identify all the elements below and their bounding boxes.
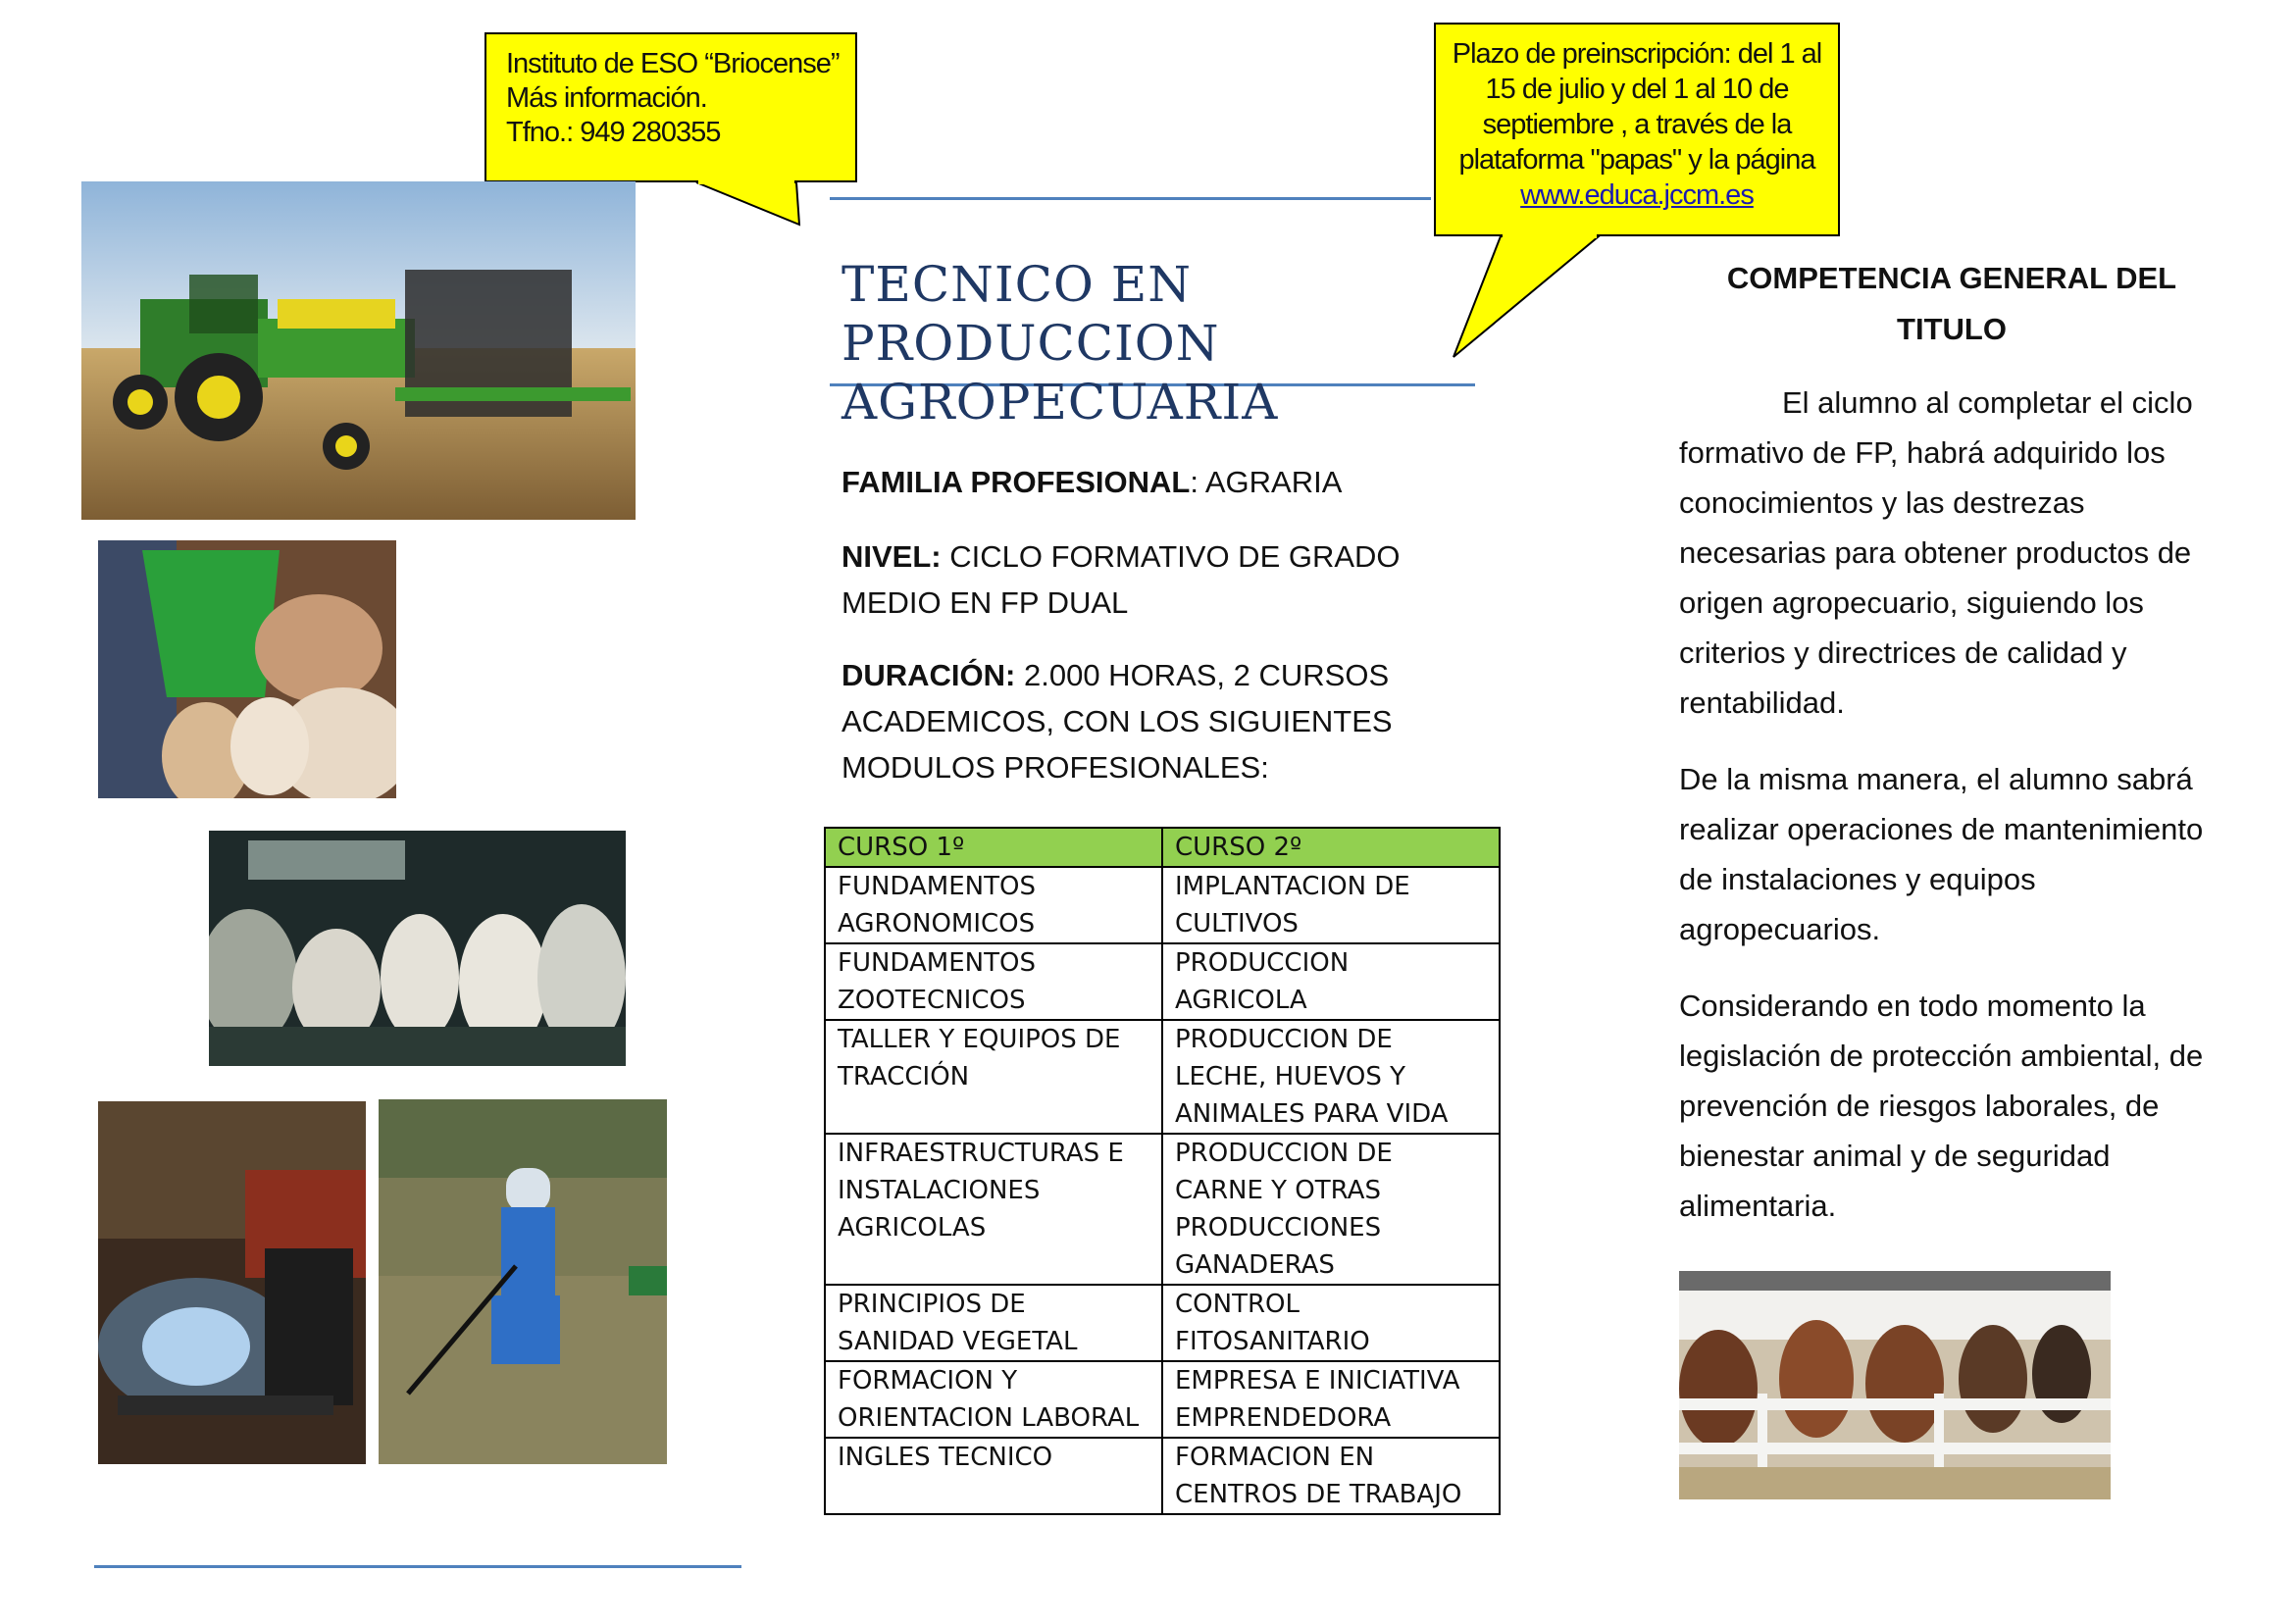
table-cell: PRODUCCION DE CARNE Y OTRAS PRODUCCIONES GANADERAS bbox=[1162, 1134, 1500, 1285]
sheep-barn-photo bbox=[209, 831, 626, 1066]
duracion bbox=[842, 652, 1489, 790]
legislation-paragraph: Considerando en todo momento la legislación de protección ambiental, de prevención de riesgos laborales, de bienestar animal y de seguridad alimentaria. bbox=[1679, 989, 2204, 1223]
table-cell: PRODUCCION AGRICOLA bbox=[1162, 943, 1500, 1020]
table-cell: FORMACION Y ORIENTACION LABORAL bbox=[825, 1361, 1162, 1438]
table-row bbox=[825, 1285, 1500, 1361]
table-cell: FUNDAMENTOS AGRONOMICOS bbox=[825, 867, 1162, 943]
enrollment-line: 15 de julio y del 1 al 10 de bbox=[1485, 74, 1789, 105]
familia-profesional bbox=[842, 459, 1489, 505]
page-title bbox=[842, 255, 1469, 431]
table-row bbox=[825, 1020, 1500, 1134]
header-course-1: CURSO 1º bbox=[825, 828, 1162, 867]
enrollment-line: Plazo de preinscripción: del 1 al bbox=[1452, 38, 1822, 70]
competence-heading: COMPETENCIA GENERAL DEL TITULO bbox=[1726, 261, 2177, 346]
enrollment-callout bbox=[1434, 23, 1840, 236]
table-cell: CONTROL FITOSANITARIO bbox=[1162, 1285, 1500, 1361]
table-header-row bbox=[825, 828, 1500, 867]
familia-value: : AGRARIA bbox=[1190, 465, 1343, 499]
callout-tail bbox=[1452, 234, 1608, 362]
table-row bbox=[825, 1438, 1500, 1514]
title-line: TECNICO EN PRODUCCION bbox=[842, 256, 1220, 372]
table-cell: IMPLANTACION DE CULTIVOS bbox=[1162, 867, 1500, 943]
educa-link[interactable]: www.educa.jccm.es bbox=[1520, 179, 1754, 211]
table-cell: PRINCIPIOS DE SANIDAD VEGETAL bbox=[825, 1285, 1162, 1361]
table-row bbox=[825, 867, 1500, 943]
familia-label: FAMILIA PROFESIONAL bbox=[842, 465, 1191, 499]
table-cell: EMPRESA E INICIATIVA EMPRENDEDORA bbox=[1162, 1361, 1500, 1438]
horses-photo bbox=[1679, 1271, 2111, 1499]
enrollment-line: septiembre , a través de la bbox=[1482, 109, 1792, 140]
table-cell: FORMACION EN CENTROS DE TRABAJO bbox=[1162, 1438, 1500, 1514]
nivel bbox=[842, 533, 1489, 626]
title-line: AGROPECUARIA bbox=[842, 374, 1279, 431]
table-row bbox=[825, 1134, 1500, 1285]
table-row bbox=[825, 1361, 1500, 1438]
enrollment-line: plataforma "papas" y la página bbox=[1458, 144, 1815, 176]
duracion-label: DURACIÓN: bbox=[842, 658, 1016, 692]
table-cell: INGLES TECNICO bbox=[825, 1438, 1162, 1514]
title-top-rule bbox=[830, 197, 1431, 200]
lambs-feeding-photo bbox=[98, 540, 396, 798]
nivel-value: CICLO FORMATIVO DE GRADO MEDIO EN FP DUAL bbox=[842, 539, 1401, 620]
welding-photo bbox=[98, 1101, 366, 1464]
table-cell: TALLER Y EQUIPOS DE TRACCIÓN bbox=[825, 1020, 1162, 1134]
table-row bbox=[825, 943, 1500, 1020]
phone-number: Tfno.: 949 280355 bbox=[506, 117, 721, 148]
more-info-text: Más información. bbox=[506, 82, 707, 114]
table-cell: PRODUCCION DE LECHE, HUEVOS Y ANIMALES PARA VIDA bbox=[1162, 1020, 1500, 1134]
footer-rule bbox=[94, 1565, 741, 1568]
callout-tail bbox=[687, 180, 804, 229]
modules-table bbox=[824, 827, 1501, 1515]
maintenance-paragraph: De la misma manera, el alumno sabrá realizar operaciones de mantenimiento de instalaciones y equipos agropecuarios. bbox=[1679, 762, 2204, 946]
contact-callout bbox=[484, 32, 857, 182]
brush-cutter-photo bbox=[379, 1099, 667, 1464]
school-name: Instituto de ESO “Briocense” bbox=[506, 48, 840, 79]
nivel-label: NIVEL: bbox=[842, 539, 942, 574]
tractor-photo bbox=[81, 181, 636, 520]
table-cell: FUNDAMENTOS ZOOTECNICOS bbox=[825, 943, 1162, 1020]
competence-paragraph: El alumno al completar el ciclo formativo de FP, habrá adquirido los conocimientos y las destrezas necesarias para obtener productos de origen agropecuario, siguiendo los criterios y directrices de calidad y rentabilidad. bbox=[1679, 385, 2193, 720]
duracion-value: 2.000 HORAS, 2 CURSOS ACADEMICOS, CON LOS SIGUIENTES MODULOS PROFESIONALES: bbox=[842, 658, 1393, 785]
header-course-2: CURSO 2º bbox=[1162, 828, 1500, 867]
table-cell: INFRAESTRUCTURAS E INSTALACIONES AGRICOLAS bbox=[825, 1134, 1162, 1285]
